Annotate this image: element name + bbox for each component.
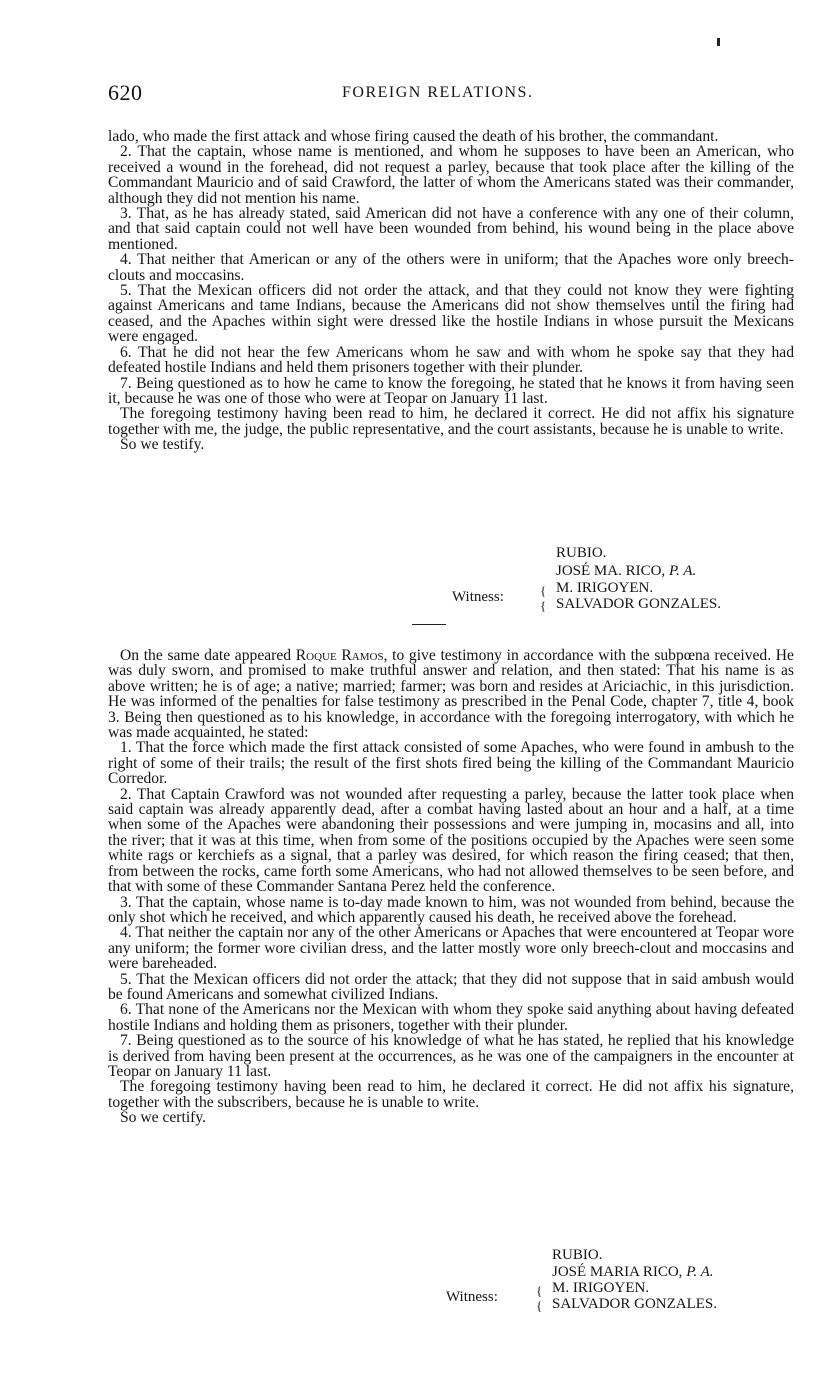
running-title: FOREIGN RELATIONS. [342,84,534,101]
paragraph: 5. That the Mexican officers did not order the attack; that they did not suppose that in said ambush would be found Americans and somewhat civilized Indians. [108,970,794,1003]
witness-name: Roque Ramos [295,647,384,664]
paragraph: The foregoing testimony having been read to him, he declared it correct. He did not affix his signature together with me, the judge, the public representative, and the court assistants, because he is unable to write. [108,405,794,438]
testimony-section-1 [108,129,794,453]
witness-gonzales: SALVADOR GONZALES. [556,596,722,612]
paragraph: 4. That neither that American or any of the others were in uniform; that the Apaches wore only breech-clouts and moccasins. [108,251,794,284]
signature-rico-2 [552,1265,714,1280]
page-number: 620 [108,80,143,105]
closing-line: So we testify. [120,436,205,454]
signature-rubio: RUBIO. [556,545,607,561]
closing-line: So we certify. [120,1109,207,1127]
witness-irigoyen-2: M. IRIGOYEN. [552,1280,650,1296]
paragraph: lado, who made the first attack and whose firing caused the death of his brother, the commandant. [108,128,719,145]
brace-icon: { { [540,583,547,613]
intro-pre: On the same date appeared [120,647,292,664]
paragraph: 6. That he did not hear the few Americans whom he saw and with whom he spoke say that they had defeated hostile Indians and held them prisoners together with their plunder. [108,343,794,377]
intro-paragraph [108,648,794,740]
intro-post: , to give testimony in accordance with the subpœna received. He was duly sworn, and promised to make truthful answer and relation, and then stated: That his name is as above written; he is of age; a native; married; farmer; was born and resides at Ariciachic, in this jurisdiction. He was informed of the penalties for false testimony as prescribed in the Penal Code, chapter 7, title 4, book 3. Being then questioned as to his knowledge, in accordance with the foregoing interrogatory, with which he was made acquainted, he stated: [108,647,794,742]
paragraph: The foregoing testimony having been read to him, he declared it correct. He did not affix his signature, together with the subscribers, because he is unable to write. [108,1078,794,1111]
signature-rubio-2: RUBIO. [552,1247,603,1263]
paragraph: 2. That the captain, whose name is mentioned, and whom he supposes to have been an American, who received a wound in the forehead, did not request a parley, because that took place after the killing of the Commandant Mauricio and of said Crawford, the latter of whom the Americans stated was their commander, although they did not mention his name. [108,143,794,207]
witness-label: Witness: [452,589,504,605]
paragraph: 2. That Captain Crawford was not wounded after requesting a parley, because the latter took place when said captain was already apparently dead, after a combat having lasted about an hour and a half, at a time when some of the Apaches were abandoning their possessions and were jumping in, mocasins and all, into the river; that it was at this time, when from some of the positions occupied by the Apaches were seen some white rags or kerchiefs as a signal, that a parley was desired, for which reason the firing ceased; that then, from between the rocks, came forth some Americans, who had not allowed themselves to be seen before, and that with some of these Commander Santana Perez held the conference. [108,785,794,896]
testimony-section-2 [108,648,794,1126]
paragraph: 7. Being questioned as to the source of his knowledge of what he has stated, he replied that his knowledge is derived from having been present at the occurrences, as he was one of the campaigners in the encounter at Teopar on January 11 last. [108,1032,794,1080]
brace-icon: { { [536,1283,543,1313]
page-header [108,80,798,110]
paragraph: 6. That none of the Americans nor the Mexican with whom they spoke said anything about having defeated hostile Indians and holding them as prisoners, together with their plunder. [108,1001,794,1034]
ink-mark [717,38,720,46]
witness-gonzales-2: SALVADOR GONZALES. [552,1296,718,1312]
witness-label-2: Witness: [446,1289,498,1305]
signature-rico [556,564,696,579]
signature-title: P. A. [668,563,697,579]
paragraph: 7. Being questioned as to how he came to know the foregoing, he stated that he knows it from having seen it, because he was one of those who were at Teopar on January 11 last. [108,374,794,407]
section-divider [412,624,446,625]
paragraph: 3. That the captain, whose name is to-day made known to him, was not wounded from behind, because the only shot which he received, and which apparently caused his death, he received above the forehead. [108,893,794,926]
signature-name: JOSÉ MA. RICO, [556,563,666,579]
signature-name: JOSÉ MARIA RICO, [552,1264,683,1280]
paragraph: 4. That neither the captain nor any of the other Americans or Apaches that were encountered at Teopar wore any uniform; the former wore civilian dress, and the latter mostly wore only breech-clout and moccasins and were bareheaded. [108,924,794,973]
paragraph: 3. That, as he has already stated, said American did not have a conference with any one of their column, and that said captain could not well have been wounded from behind, his wound being in the place above mentioned. [108,205,794,253]
paragraph: 5. That the Mexican officers did not order the attack, and that they could not know they were fighting against Americans and tame Indians, because the Americans did not show themselves until the firing had ceased, and the Apaches within sight were dressed like the hostile Indians in whose pursuit the Mexicans were engaged. [108,282,794,346]
signature-title: P. A. [686,1264,714,1280]
paragraph: 1. That the force which made the first attack consisted of some Apaches, who were found in ambush to the right of some of their trails; the result of the first shots fired being the killing of the Commandant Mauricio Corredor. [108,739,794,788]
witness-irigoyen: M. IRIGOYEN. [556,580,654,596]
